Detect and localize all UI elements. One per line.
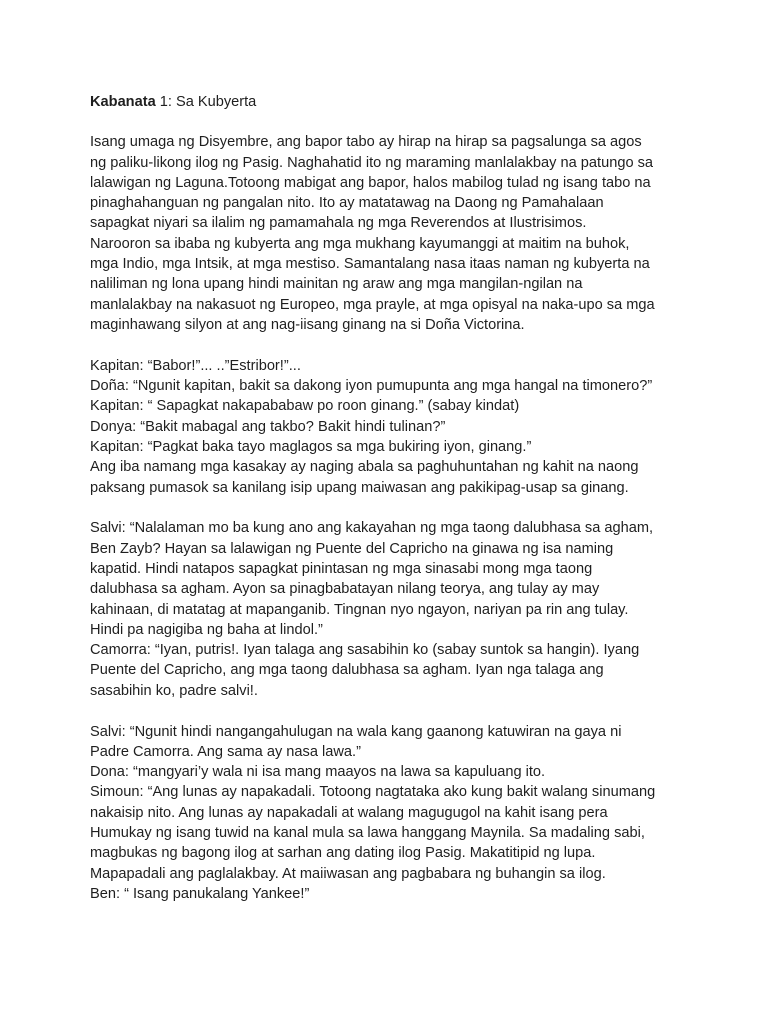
text-line: sasabihin ko, padre salvi!. <box>90 682 258 699</box>
text-line: magbukas ng bagong ilog at sarhan ang dating ilog Pasig. Makatitipid ng lupa. <box>90 845 596 862</box>
text-line: Mapapadali ang paglalakbay. At maiiwasan ang pagbabara ng buhangin sa ilog. <box>90 865 606 882</box>
text-line: Narooron sa ibaba ng kubyerta ang mga mukhang kayumanggi at maitim na buhok, <box>90 235 630 252</box>
chapter-title-bold: Kabanata <box>90 94 156 110</box>
text-line: Padre Camorra. Ang sama ay nasa lawa.” <box>90 743 361 760</box>
chapter-title <box>90 92 730 112</box>
text-line: Doña: “Ngunit kapitan, bakit sa dakong iyon pumupunta ang mga hangal na timonero?” <box>90 378 653 395</box>
text-line: kahinaan, di matatag at mapanganib. Tingnan nyo ngayon, nariyan pa rin ang tulay. <box>90 601 629 618</box>
document-page <box>90 92 730 925</box>
text-line: Simoun: “Ang lunas ay napakadali. Totoong nagtataka ako kung bakit walang sinumang <box>90 784 656 801</box>
text-line: lalawigan ng Laguna.Totoong mabigat ang bapor, halos mabilog tulad ng isang tabo na <box>90 174 651 191</box>
text-line: Ben: “ Isang panukalang Yankee!” <box>90 885 310 902</box>
text-line: Puente del Capricho, ang mga taong dalubhasa sa agham. Iyan nga talaga ang <box>90 662 604 679</box>
text-line: Dona: “mangyari’y wala ni isa mang maayos na lawa sa kapuluang ito. <box>90 764 546 781</box>
text-line: paksang pumasok sa kanilang isip upang maiwasan ang pakikipag-usap sa ginang. <box>90 479 629 496</box>
paragraph <box>90 356 730 498</box>
text-line: Hindi pa nagigiba ng baha at lindol.” <box>90 621 323 638</box>
paragraph <box>90 518 730 701</box>
text-line: Kapitan: “ Sapagkat nakapababaw po roon ginang.” (sabay kindat) <box>90 398 520 415</box>
text-line: Ang iba namang mga kasakay ay naging abala sa paghuhuntahan ng kahit na naong <box>90 459 639 476</box>
chapter-title-rest: 1: Sa Kubyerta <box>155 94 257 110</box>
text-line: mga Indio, mga Intsik, at mga mestiso. Samantalang nasa itaas naman ng kubyerta na <box>90 256 650 273</box>
text-line: naliliman ng lona upang hindi mainitan ng araw ang mga mangilan-ngilan na <box>90 276 583 293</box>
text-line: sapagkat niyari sa ilalim ng pamamahala ng mga Reverendos at Ilustrisimos. <box>90 215 587 232</box>
text-line: manlalakbay na nakasuot ng Europeo, mga prayle, at mga opisyal na naka-upo sa mga <box>90 296 655 313</box>
text-line: kapatid. Hindi natapos sapagkat pinintasan ng mga sinasabi mong mga taong <box>90 560 593 577</box>
text-line: Donya: “Bakit mabagal ang takbo? Bakit hindi tulinan?” <box>90 418 446 435</box>
text-line: Camorra: “Iyan, putris!. Iyan talaga ang sasabihin ko (sabay suntok sa hangin). Iyang <box>90 642 640 659</box>
text-line: ng paliku-likong ilog ng Pasig. Naghahatid ito ng maraming manlalakbay na patungo sa <box>90 154 654 171</box>
text-line: Salvi: “Nalalaman mo ba kung ano ang kakayahan ng mga taong dalubhasa sa agham, <box>90 520 654 537</box>
paragraph <box>90 722 730 905</box>
text-line: maginhawang silyon at ang nag-iisang ginang na si Doña Victorina. <box>90 316 525 333</box>
text-line: pinaghahanguan ng pangalan nito. Ito ay matatawag na Daong ng Pamahalaan <box>90 195 604 212</box>
text-line: Ben Zayb? Hayan sa lalawigan ng Puente del Capricho na ginawa ng isa naming <box>90 540 614 557</box>
text-line: Kapitan: “Pagkat baka tayo maglagos sa mga bukiring iyon, ginang.” <box>90 438 532 455</box>
text-line: Kapitan: “Babor!”... ..”Estribor!”... <box>90 357 301 374</box>
text-line: nakaisip nito. Ang lunas ay napakadali at walang magugugol na kahit isang pera <box>90 804 608 821</box>
paragraph <box>90 132 730 335</box>
text-line: Humukay ng isang tuwid na kanal mula sa lawa hanggang Maynila. Sa madaling sabi, <box>90 825 645 841</box>
text-line: Salvi: “Ngunit hindi nangangahulugan na wala kang gaanong katuwiran na gaya ni <box>90 723 622 740</box>
text-line: Isang umaga ng Disyembre, ang bapor tabo ay hirap na hirap sa pagsalunga sa agos <box>90 134 642 151</box>
text-line: dalubhasa sa agham. Ayon sa pinagbabatayan nilang teorya, ang tulay ay may <box>90 581 600 598</box>
document-body <box>90 132 730 904</box>
